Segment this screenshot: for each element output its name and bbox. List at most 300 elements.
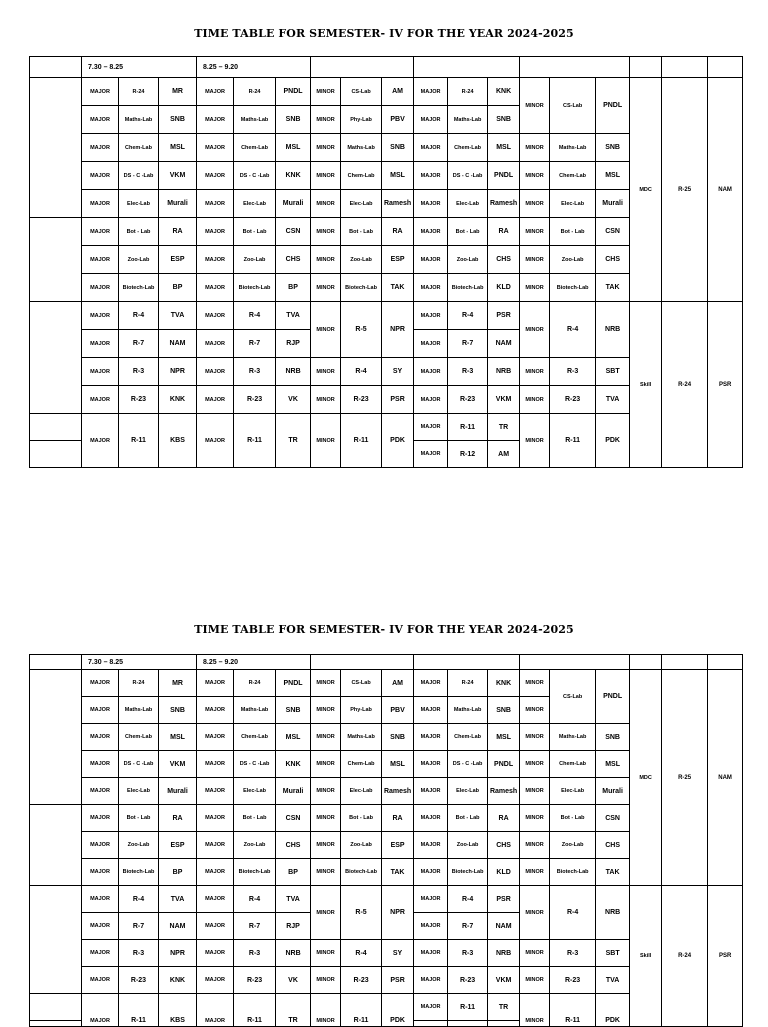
type-cell: MAJOR bbox=[197, 358, 234, 386]
type-cell: MINOR bbox=[520, 218, 550, 246]
faculty-cell: SNB bbox=[276, 697, 311, 724]
type-cell: MINOR bbox=[311, 724, 341, 751]
type-cell: MINOR bbox=[520, 358, 550, 386]
faculty-cell: MSL bbox=[596, 162, 630, 190]
type-cell: MINOR bbox=[520, 670, 550, 697]
room-cell: Maths-Lab bbox=[234, 697, 276, 724]
room-cell: R-11 bbox=[234, 414, 276, 468]
room-cell: R-11 bbox=[119, 994, 159, 1027]
room-cell: R-3 bbox=[448, 358, 488, 386]
faculty-cell: PDK bbox=[596, 414, 630, 468]
room-cell: CS-Lab bbox=[550, 78, 596, 134]
room-cell: R-11 bbox=[119, 414, 159, 468]
room-cell: CS-Lab bbox=[341, 670, 382, 697]
faculty-cell: PNDL bbox=[596, 78, 630, 134]
faculty-cell: MSL bbox=[488, 134, 520, 162]
room-cell: Biotech-Lab bbox=[448, 859, 488, 886]
type-cell: MAJOR bbox=[197, 805, 234, 832]
room-cell: R-7 bbox=[119, 330, 159, 358]
type-cell: MINOR bbox=[311, 670, 341, 697]
faculty-cell: Murali bbox=[159, 190, 197, 218]
type-cell: MINOR bbox=[311, 414, 341, 468]
type-cell: MINOR bbox=[520, 414, 550, 468]
faculty-cell: Murali bbox=[276, 778, 311, 805]
type-cell: MINOR bbox=[520, 162, 550, 190]
faculty-cell: VKM bbox=[159, 751, 197, 778]
room-cell: Chem-Lab bbox=[234, 724, 276, 751]
type-cell: MAJOR bbox=[82, 940, 119, 967]
room-cell: Bot - Lab bbox=[234, 218, 276, 246]
header-row bbox=[30, 57, 743, 78]
room-cell: R-23 bbox=[448, 967, 488, 994]
type-cell: MINOR bbox=[311, 218, 341, 246]
room-cell: R-7 bbox=[448, 913, 488, 940]
type-cell: MINOR bbox=[311, 302, 341, 358]
mdc-room: R-25 bbox=[662, 670, 708, 886]
faculty-cell: PNDL bbox=[488, 162, 520, 190]
room-cell: Phy-Lab bbox=[341, 697, 382, 724]
type-cell: MAJOR bbox=[414, 330, 448, 358]
room-cell: R-4 bbox=[550, 302, 596, 358]
faculty-cell: TR bbox=[488, 414, 520, 441]
room-cell: R-3 bbox=[234, 940, 276, 967]
room-cell: Chem-Lab bbox=[341, 162, 382, 190]
type-cell: MAJOR bbox=[82, 330, 119, 358]
room-cell: R-4 bbox=[119, 886, 159, 913]
room-cell: R-3 bbox=[119, 358, 159, 386]
type-cell: MINOR bbox=[520, 832, 550, 859]
faculty-cell: KBS bbox=[159, 414, 197, 468]
room-cell: Maths-Lab bbox=[234, 106, 276, 134]
room-cell: Biotech-Lab bbox=[119, 859, 159, 886]
type-cell: MINOR bbox=[311, 190, 341, 218]
faculty-cell: CHS bbox=[488, 246, 520, 274]
faculty-cell: TVA bbox=[276, 886, 311, 913]
blank-cell bbox=[30, 57, 82, 78]
room-cell: R-24 bbox=[448, 78, 488, 106]
type-cell: MINOR bbox=[520, 134, 550, 162]
room-cell: DS - C -Lab bbox=[234, 751, 276, 778]
room-cell: DS - C -Lab bbox=[448, 751, 488, 778]
room-cell: Maths-Lab bbox=[550, 134, 596, 162]
faculty-cell: RJP bbox=[276, 913, 311, 940]
faculty-cell: PDK bbox=[382, 994, 414, 1027]
room-cell: Biotech-Lab bbox=[448, 274, 488, 302]
faculty-cell: Murali bbox=[596, 778, 630, 805]
type-cell: MAJOR bbox=[82, 274, 119, 302]
room-cell: R-4 bbox=[550, 886, 596, 940]
period-header bbox=[311, 57, 414, 78]
faculty-cell: PSR bbox=[488, 302, 520, 330]
period-header bbox=[520, 655, 630, 670]
type-cell: MAJOR bbox=[197, 832, 234, 859]
faculty-cell: NRB bbox=[276, 358, 311, 386]
type-cell: MAJOR bbox=[414, 697, 448, 724]
type-cell: MAJOR bbox=[82, 190, 119, 218]
type-cell: MAJOR bbox=[197, 218, 234, 246]
room-cell: DS - C -Lab bbox=[119, 751, 159, 778]
room-cell: Chem-Lab bbox=[341, 751, 382, 778]
faculty-cell: TR bbox=[276, 994, 311, 1027]
blank-cell bbox=[630, 655, 662, 670]
faculty-cell: CSN bbox=[596, 805, 630, 832]
type-cell: MAJOR bbox=[197, 913, 234, 940]
blank-cell bbox=[662, 655, 708, 670]
room-cell: Bot - Lab bbox=[234, 805, 276, 832]
faculty-cell: PNDL bbox=[488, 751, 520, 778]
type-cell: MAJOR bbox=[414, 190, 448, 218]
faculty-cell: SY bbox=[382, 940, 414, 967]
faculty-cell: NPR bbox=[159, 940, 197, 967]
type-cell: MAJOR bbox=[414, 832, 448, 859]
type-cell: MINOR bbox=[311, 994, 341, 1027]
faculty-cell: Ramesh bbox=[382, 778, 414, 805]
faculty-cell: KNK bbox=[159, 386, 197, 414]
type-cell: MAJOR bbox=[197, 940, 234, 967]
type-cell: MAJOR bbox=[414, 994, 448, 1021]
type-cell: MINOR bbox=[311, 386, 341, 414]
timetable-2 bbox=[29, 654, 743, 1027]
table-row bbox=[30, 302, 743, 330]
room-cell: R-24 bbox=[234, 78, 276, 106]
faculty-cell: RA bbox=[382, 805, 414, 832]
faculty-cell: SNB bbox=[382, 724, 414, 751]
type-cell: MAJOR bbox=[82, 78, 119, 106]
type-cell: MAJOR bbox=[82, 386, 119, 414]
type-cell: MAJOR bbox=[414, 218, 448, 246]
room-cell: Biotech-Lab bbox=[234, 859, 276, 886]
room-cell: Maths-Lab bbox=[341, 134, 382, 162]
type-cell: MAJOR bbox=[82, 778, 119, 805]
room-cell: Bot - Lab bbox=[341, 805, 382, 832]
type-cell: MAJOR bbox=[414, 246, 448, 274]
room-cell: R-23 bbox=[550, 386, 596, 414]
room-cell: R-3 bbox=[448, 940, 488, 967]
period-header bbox=[414, 655, 520, 670]
mdc-faculty: NAM bbox=[708, 78, 743, 302]
room-cell: Chem-Lab bbox=[550, 751, 596, 778]
type-cell: MINOR bbox=[520, 78, 550, 134]
faculty-cell: VK bbox=[276, 386, 311, 414]
faculty-cell: NPR bbox=[159, 358, 197, 386]
room-cell: R-11 bbox=[448, 414, 488, 441]
faculty-cell: MSL bbox=[488, 724, 520, 751]
room-cell: DS - C -Lab bbox=[119, 162, 159, 190]
faculty-cell: Ramesh bbox=[488, 778, 520, 805]
type-cell: MAJOR bbox=[82, 414, 119, 468]
room-cell: R-11 bbox=[550, 414, 596, 468]
mdc-label: MDC bbox=[630, 670, 662, 886]
faculty-cell: RA bbox=[159, 805, 197, 832]
room-cell: R-23 bbox=[341, 967, 382, 994]
skill-faculty: PSR bbox=[708, 886, 743, 1027]
faculty-cell: SNB bbox=[382, 134, 414, 162]
day-cell bbox=[30, 886, 82, 994]
type-cell: MAJOR bbox=[414, 386, 448, 414]
day-cell bbox=[30, 78, 82, 218]
type-cell: MAJOR bbox=[414, 940, 448, 967]
page-title: TIME TABLE FOR SEMESTER- IV FOR THE YEAR 2024-2025 bbox=[194, 27, 574, 40]
type-cell: MINOR bbox=[311, 78, 341, 106]
faculty-cell: RA bbox=[159, 218, 197, 246]
faculty-cell: SNB bbox=[488, 106, 520, 134]
room-cell: DS - C -Lab bbox=[448, 162, 488, 190]
period-header bbox=[520, 57, 630, 78]
blank-cell bbox=[708, 57, 743, 78]
type-cell: MAJOR bbox=[197, 246, 234, 274]
table-row bbox=[30, 886, 743, 913]
faculty-cell: MSL bbox=[596, 751, 630, 778]
type-cell: MAJOR bbox=[82, 859, 119, 886]
faculty-cell: SNB bbox=[488, 697, 520, 724]
faculty-cell: MSL bbox=[159, 134, 197, 162]
table-row bbox=[30, 78, 743, 106]
faculty-cell: AM bbox=[382, 670, 414, 697]
room-cell: R-24 bbox=[448, 670, 488, 697]
day-cell bbox=[30, 414, 82, 441]
room-cell: Zoo-Lab bbox=[448, 832, 488, 859]
type-cell: MAJOR bbox=[82, 358, 119, 386]
faculty-cell: KNK bbox=[276, 162, 311, 190]
period-header: 8.25 – 9.20 bbox=[197, 57, 311, 78]
type-cell: MINOR bbox=[311, 805, 341, 832]
type-cell: MAJOR bbox=[197, 994, 234, 1027]
period-header: 7.30 – 8.25 bbox=[82, 57, 197, 78]
type-cell: MAJOR bbox=[82, 302, 119, 330]
faculty-cell: SNB bbox=[596, 134, 630, 162]
room-cell: Elec-Lab bbox=[234, 190, 276, 218]
room-cell: R-11 bbox=[550, 994, 596, 1027]
room-cell: Bot - Lab bbox=[448, 805, 488, 832]
period-header bbox=[311, 655, 414, 670]
header-row bbox=[30, 655, 743, 670]
room-cell: Elec-Lab bbox=[119, 778, 159, 805]
type-cell: MAJOR bbox=[197, 670, 234, 697]
type-cell: MINOR bbox=[311, 886, 341, 940]
type-cell: MINOR bbox=[311, 274, 341, 302]
faculty-cell: TAK bbox=[596, 274, 630, 302]
room-cell: Chem-Lab bbox=[234, 134, 276, 162]
blank-cell bbox=[30, 655, 82, 670]
type-cell: MAJOR bbox=[414, 805, 448, 832]
room-cell: R-11 bbox=[341, 414, 382, 468]
type-cell: MAJOR bbox=[414, 778, 448, 805]
type-cell: MAJOR bbox=[414, 162, 448, 190]
type-cell: MAJOR bbox=[197, 967, 234, 994]
skill-label: Skill bbox=[630, 886, 662, 1027]
room-cell: R-4 bbox=[234, 302, 276, 330]
room-cell: Elec-Lab bbox=[448, 778, 488, 805]
type-cell: MAJOR bbox=[414, 274, 448, 302]
faculty-cell: PBV bbox=[382, 697, 414, 724]
faculty-cell: MSL bbox=[382, 162, 414, 190]
type-cell: MAJOR bbox=[82, 162, 119, 190]
period-header bbox=[414, 57, 520, 78]
type-cell: MAJOR bbox=[82, 751, 119, 778]
faculty-cell: PSR bbox=[382, 386, 414, 414]
type-cell: MINOR bbox=[311, 162, 341, 190]
table-row bbox=[30, 670, 743, 697]
room-cell: R-23 bbox=[448, 386, 488, 414]
faculty-cell: NAM bbox=[488, 913, 520, 940]
room-cell: R-23 bbox=[119, 967, 159, 994]
room-cell: Elec-Lab bbox=[341, 190, 382, 218]
faculty-cell: RJP bbox=[276, 330, 311, 358]
mdc-faculty: NAM bbox=[708, 670, 743, 886]
faculty-cell: TAK bbox=[382, 274, 414, 302]
room-cell: R-3 bbox=[234, 358, 276, 386]
type-cell: MAJOR bbox=[414, 859, 448, 886]
faculty-cell: MSL bbox=[276, 134, 311, 162]
type-cell: MINOR bbox=[520, 805, 550, 832]
type-cell: MAJOR bbox=[82, 246, 119, 274]
type-cell: MAJOR bbox=[82, 832, 119, 859]
room-cell: R-4 bbox=[341, 940, 382, 967]
type-cell: MINOR bbox=[520, 386, 550, 414]
faculty-cell: NAM bbox=[159, 913, 197, 940]
faculty-cell: TAK bbox=[596, 859, 630, 886]
faculty-cell: CHS bbox=[596, 832, 630, 859]
type-cell: MAJOR bbox=[82, 106, 119, 134]
faculty-cell: KBS bbox=[159, 994, 197, 1027]
room-cell: Biotech-Lab bbox=[341, 859, 382, 886]
faculty-cell: NRB bbox=[488, 940, 520, 967]
faculty-cell: Ramesh bbox=[382, 190, 414, 218]
type-cell: MINOR bbox=[520, 859, 550, 886]
room-cell: Maths-Lab bbox=[448, 697, 488, 724]
room-cell: Maths-Lab bbox=[119, 106, 159, 134]
faculty-cell: RA bbox=[488, 805, 520, 832]
type-cell: MAJOR bbox=[414, 78, 448, 106]
room-cell: Zoo-Lab bbox=[119, 246, 159, 274]
room-cell: R-24 bbox=[234, 670, 276, 697]
room-cell: Chem-Lab bbox=[448, 724, 488, 751]
faculty-cell: PSR bbox=[382, 967, 414, 994]
type-cell: MINOR bbox=[520, 967, 550, 994]
faculty-cell: ESP bbox=[159, 246, 197, 274]
type-cell: MINOR bbox=[520, 697, 550, 724]
faculty-cell: BP bbox=[276, 274, 311, 302]
faculty-cell: MR bbox=[159, 78, 197, 106]
faculty-cell: CHS bbox=[276, 246, 311, 274]
type-cell: MAJOR bbox=[82, 697, 119, 724]
faculty-cell: AM bbox=[488, 441, 520, 468]
room-cell: Chem-Lab bbox=[119, 134, 159, 162]
faculty-cell: MSL bbox=[159, 724, 197, 751]
faculty-cell: MR bbox=[159, 670, 197, 697]
type-cell: MINOR bbox=[520, 994, 550, 1027]
type-cell: MAJOR bbox=[82, 967, 119, 994]
period-header: 8.25 – 9.20 bbox=[197, 655, 311, 670]
type-cell: MAJOR bbox=[197, 386, 234, 414]
room-cell: Zoo-Lab bbox=[550, 832, 596, 859]
room-cell: R-7 bbox=[234, 330, 276, 358]
type-cell: MAJOR bbox=[197, 859, 234, 886]
faculty-cell: CHS bbox=[276, 832, 311, 859]
type-cell: MINOR bbox=[311, 832, 341, 859]
faculty-cell: MSL bbox=[276, 724, 311, 751]
room-cell: Chem-Lab bbox=[119, 724, 159, 751]
type-cell: MINOR bbox=[311, 697, 341, 724]
faculty-cell: CSN bbox=[596, 218, 630, 246]
faculty-cell: NRB bbox=[276, 940, 311, 967]
room-cell: R-23 bbox=[234, 386, 276, 414]
room-cell: R-23 bbox=[550, 967, 596, 994]
faculty-cell: VK bbox=[276, 967, 311, 994]
type-cell: MAJOR bbox=[197, 751, 234, 778]
type-cell: MINOR bbox=[520, 886, 550, 940]
type-cell: MAJOR bbox=[414, 441, 448, 468]
faculty-cell: CHS bbox=[596, 246, 630, 274]
type-cell: MAJOR bbox=[82, 670, 119, 697]
type-cell: MAJOR bbox=[197, 778, 234, 805]
room-cell: Biotech-Lab bbox=[550, 859, 596, 886]
faculty-cell: MSL bbox=[382, 751, 414, 778]
faculty-cell: NPR bbox=[382, 302, 414, 358]
room-cell: R-4 bbox=[119, 302, 159, 330]
blank-cell bbox=[630, 57, 662, 78]
room-cell: Bot - Lab bbox=[550, 805, 596, 832]
room-cell: Zoo-Lab bbox=[234, 246, 276, 274]
faculty-cell: RA bbox=[488, 218, 520, 246]
room-cell: R-4 bbox=[448, 886, 488, 913]
faculty-cell: PNDL bbox=[596, 670, 630, 724]
faculty-cell: RA bbox=[382, 218, 414, 246]
room-cell: Biotech-Lab bbox=[550, 274, 596, 302]
skill-room: R-24 bbox=[662, 886, 708, 1027]
mdc-label: MDC bbox=[630, 78, 662, 302]
faculty-cell: SNB bbox=[159, 106, 197, 134]
blank-cell bbox=[708, 655, 743, 670]
type-cell: MAJOR bbox=[82, 724, 119, 751]
type-cell: MINOR bbox=[520, 724, 550, 751]
faculty-cell: NRB bbox=[488, 358, 520, 386]
type-cell: MAJOR bbox=[414, 913, 448, 940]
type-cell: MAJOR bbox=[414, 302, 448, 330]
room-cell: Zoo-Lab bbox=[448, 246, 488, 274]
room-cell: R-24 bbox=[119, 78, 159, 106]
faculty-cell: TR bbox=[488, 994, 520, 1021]
type-cell: MINOR bbox=[311, 246, 341, 274]
room-cell: DS - C -Lab bbox=[234, 162, 276, 190]
faculty-cell: NAM bbox=[488, 330, 520, 358]
faculty-cell: AM bbox=[382, 78, 414, 106]
faculty-cell: VKM bbox=[159, 162, 197, 190]
room-cell: Bot - Lab bbox=[341, 218, 382, 246]
room-cell: Elec-Lab bbox=[448, 190, 488, 218]
type-cell: MINOR bbox=[520, 246, 550, 274]
faculty-cell: TVA bbox=[159, 886, 197, 913]
faculty-cell: BP bbox=[159, 274, 197, 302]
faculty-cell: KLD bbox=[488, 859, 520, 886]
type-cell: MINOR bbox=[520, 302, 550, 358]
type-cell: MAJOR bbox=[197, 302, 234, 330]
room-cell: Zoo-Lab bbox=[119, 832, 159, 859]
faculty-cell: VKM bbox=[488, 967, 520, 994]
type-cell: MINOR bbox=[520, 274, 550, 302]
faculty-cell: NAM bbox=[159, 330, 197, 358]
type-cell: MAJOR bbox=[197, 414, 234, 468]
type-cell: MAJOR bbox=[197, 886, 234, 913]
room-cell: Bot - Lab bbox=[448, 218, 488, 246]
faculty-cell: ESP bbox=[382, 246, 414, 274]
faculty-cell: PDK bbox=[596, 994, 630, 1027]
room-cell: R-11 bbox=[341, 994, 382, 1027]
day-cell bbox=[30, 441, 82, 468]
faculty-cell: SNB bbox=[159, 697, 197, 724]
blank-cell bbox=[662, 57, 708, 78]
faculty-cell: PBV bbox=[382, 106, 414, 134]
